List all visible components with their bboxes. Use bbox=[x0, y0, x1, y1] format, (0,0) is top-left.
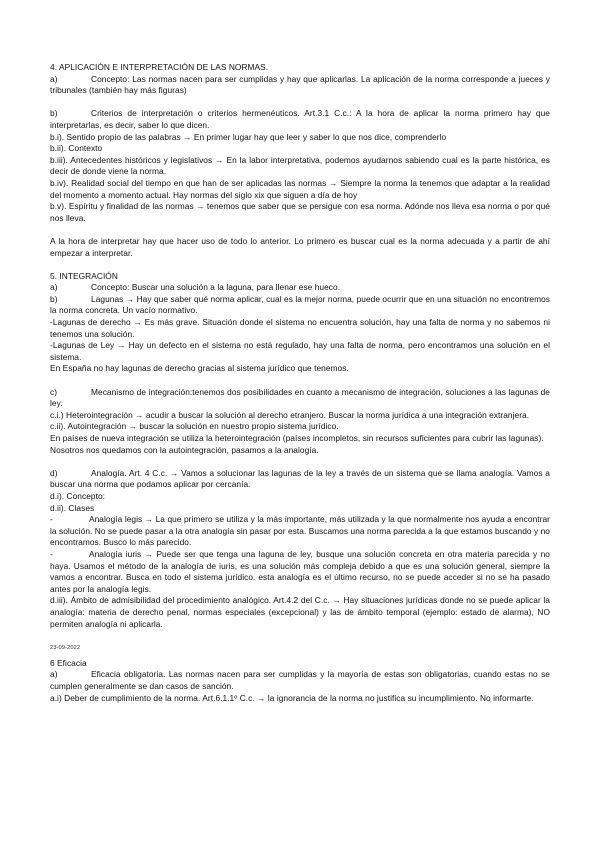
section-5-a bbox=[50, 282, 550, 294]
section-5-lagunas-derecho: -Lagunas de derecho → Es más grave. Situación donde el sistema no encuentra solución, hay una falta de norma y no sabemos ni tenemos una solución. bbox=[50, 317, 550, 339]
section-5-di: d.i). Concepto: bbox=[50, 490, 106, 501]
item-label: b) bbox=[50, 108, 58, 119]
item-text: Concepto: Buscar una solución a la laguna, para llenar ese hueco. bbox=[91, 282, 341, 293]
item-label: c) bbox=[50, 386, 58, 397]
section-4-biv: b.iv). Realidad social del tiempo en que han de ser aplicadas las normas → Siempre la norma la tenemos que adaptar a la realidad del momento a momento actual. Hay normas del siglo xix que siguen a día de hoy bbox=[50, 177, 550, 200]
section-5-lagunas-ley: -Lagunas de Ley → Hay un defecto en el sistema no está regulado, hay una falta de norma, pero encontramos una solución en el sistema. bbox=[50, 340, 550, 362]
item-text: Eficacia obligatoria. Las normas nacen para ser cumplidas y la mayoría de estas son obligatorias, cuando estas no se cumplen generalmente se dan casos de sanción. bbox=[50, 669, 550, 692]
item-text: Mecanismo de integración:tenemos dos posibilidades en cuanto a mecanismo de integración, soluciones a las lagunas de ley. bbox=[50, 386, 550, 409]
section-6-ai: a.i) Deber de cumplimiento de la norma. Art.6.1.1º C.c. → la ignorancia de la norma no justifica su incumplimiento. No informarte. bbox=[50, 692, 534, 703]
section-6-title: 6 Eficacia bbox=[50, 657, 87, 668]
section-5-dii: d.ii). Clases bbox=[50, 502, 95, 513]
date-stamp: 23-09-2022 bbox=[50, 645, 81, 652]
section-5-analogia-legis bbox=[50, 514, 550, 549]
item-text: Analogía legis → La que primero se utiliza y la más importante, más utilizada y la que normalmente nos ayuda a encontrar la solución. No se puede pasar a la otra analogía sin pasar por esta. Buscamos una norma parecida a la que estamos buscando y no encontramos. Busco lo más parecido. bbox=[50, 514, 550, 548]
section-4-a bbox=[50, 74, 550, 97]
item-label: a) bbox=[50, 282, 58, 293]
item-label: a) bbox=[50, 73, 58, 84]
section-5-d bbox=[50, 468, 550, 491]
section-4-biii: b.iii). Antecedentes históricos y legislativos → En la labor interpretativa, podemos ayudarnos sabiendo cual es la parte histórica, es decir de donde viene la norma. bbox=[50, 154, 550, 177]
item-label: d) bbox=[50, 467, 58, 478]
section-5-title: 5. INTEGRACIÓN bbox=[50, 270, 118, 281]
section-4-bii: b.ii). Contexto bbox=[50, 143, 103, 154]
section-6-a bbox=[50, 669, 550, 692]
item-text: Lagunas → Hay que saber qué norma aplicar, cual es la mejor norma, puede ocurrir que en una situación no encontremos la norma concreta. Un vacío normativo. bbox=[50, 293, 550, 316]
section-5-paises: En países de nueva integración se utiliza la heterointegración (países incompletos, sin recursos suficientes para cubrir las lagunas). bbox=[50, 433, 544, 443]
bullet-dash: - bbox=[50, 514, 53, 525]
section-4-bv: b.v). Espíritu y finalidad de las normas → tenemos que saber que se persigue con esa norma. Adónde nos lleva esa norma o por qué nos lleva. bbox=[50, 201, 550, 223]
section-5-analogia-iuris bbox=[50, 549, 550, 595]
section-5-c bbox=[50, 387, 550, 410]
section-5-nosotros: Nosotros nos quedamos con la autointegración, pasamos a la analogía. bbox=[50, 444, 319, 455]
section-4-title: 4. APLICACIÓN E INTERPRETACIÓN DE LAS NORMAS. bbox=[50, 62, 269, 72]
section-5-espana: En España no hay lagunas de derecho gracias al sistema jurídico que tenemos. bbox=[50, 363, 349, 374]
item-text: Concepto: Las normas nacen para ser cumplidas y hay que aplicarlas. La aplicación de la norma corresponde a jueces y tribunales (también hay más figuras) bbox=[50, 73, 550, 96]
item-text: Analogía. Art. 4 C.c. → Vamos a solucionar las lagunas de la ley a través de un sistema que se llama analogía. Vamos a buscar una norma que podamos aplicar por cercanía. bbox=[50, 467, 550, 490]
section-5-b bbox=[50, 294, 550, 317]
item-text: Criterios de interpretación o criterios hermenéuticos. Art.3.1 C.c.: A la hora de aplicar la norma primero hay que interpretarlas, es decir, saber lo que dicen. bbox=[50, 108, 550, 130]
item-label: b) bbox=[50, 293, 58, 304]
section-4-closing: A la hora de interpretar hay que hacer uso de todo lo anterior. Lo primero es buscar cual es la norma adecuada y a partir de ahí empezar a interpretar. bbox=[50, 235, 550, 258]
item-text: Analogía iuris → Puede ser que tenga una laguna de ley, busque una solución concreta en otra materia parecida y no haya. Usamos el método de la analogía de iuris, es una solución más compleja debido a que es una solución general, siempre la vamos a encontrar. Busca en todo el sistema jurídico. esta analogía es el último recurso, no se puede acceder si no se ha pasado antes por la analogía legis. bbox=[50, 548, 550, 594]
section-4-b bbox=[50, 108, 550, 131]
bullet-dash: - bbox=[50, 548, 53, 559]
item-label: a) bbox=[50, 669, 58, 680]
section-5-diii: d.iii). Ámbito de admisibilidad del procedimiento analógico. Art.4.2 del C.c. → Hay situaciones jurídicas donde no se puede aplicar la analogía: materia de derecho penal, normas especiales (excepcional) y las de ámbito temporal (ejemplo: estado de alarma), NO permiten analogía ni aplicarla. bbox=[50, 595, 550, 629]
section-4-bi: b.i). Sentido propio de las palabras → En primer lugar hay que leer y saber lo que nos dice, comprenderlo bbox=[50, 131, 447, 142]
section-5-cii: c.ii). Autointegración → buscar la solución en nuestro propio sistema jurídico. bbox=[50, 421, 339, 432]
section-5-ci: c.i.) Heterointegración → acudir a buscar la solución al derecho etranjero. Buscar la norma jurídica a una integración extranjera. bbox=[50, 409, 530, 420]
